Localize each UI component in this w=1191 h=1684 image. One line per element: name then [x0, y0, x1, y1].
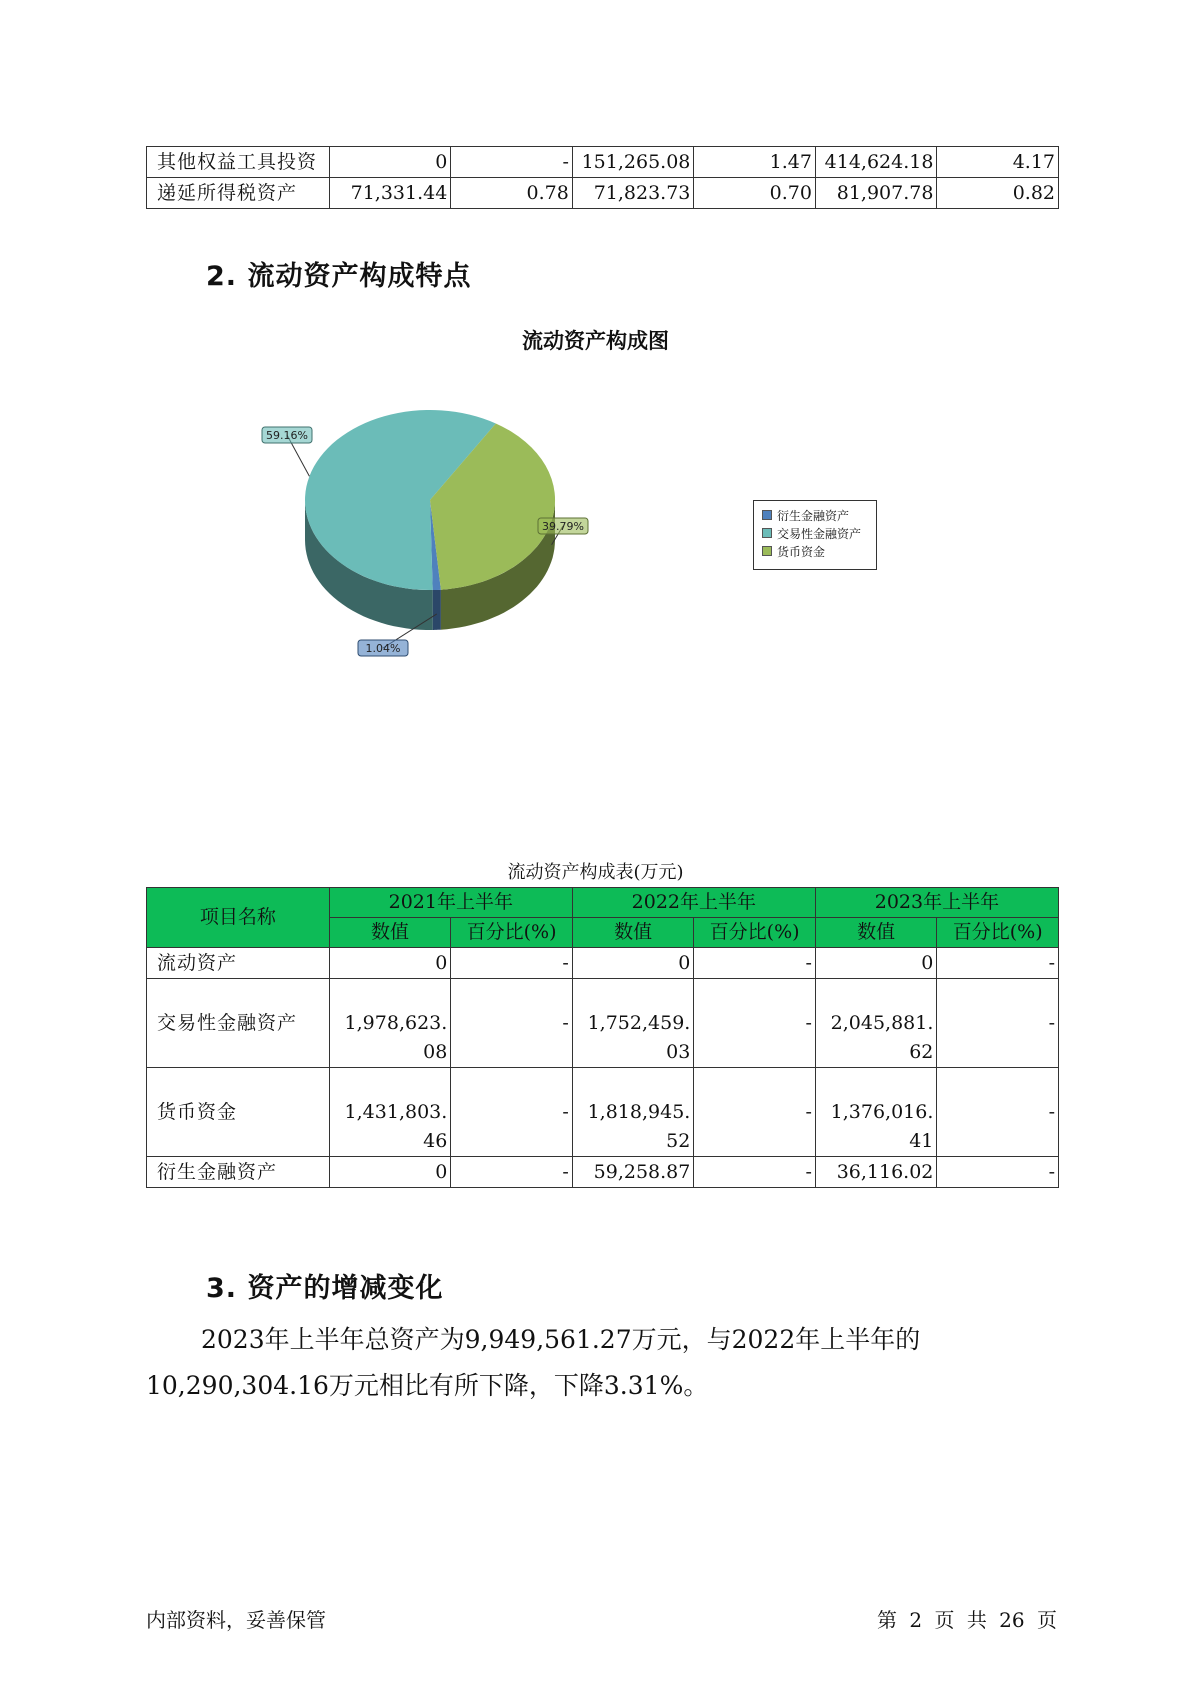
- legend-label: 交易性金融资产: [777, 526, 862, 541]
- table-row: [147, 147, 1059, 178]
- percent-cell: -: [451, 979, 573, 1068]
- value-cell: [329, 979, 451, 1068]
- subheader-value: 数值: [815, 918, 937, 948]
- subheader-percent: 百分比(%): [937, 918, 1059, 948]
- value-text: 1,376,016.41: [830, 1101, 934, 1152]
- row-label: 衍生金融资产: [147, 1157, 330, 1188]
- percent-cell: -: [694, 1157, 816, 1188]
- legend-swatch: [762, 510, 772, 520]
- percent-cell: -: [937, 979, 1059, 1068]
- value-cell: 59,258.87: [572, 1157, 694, 1188]
- table-caption: 流动资产构成表(万元): [507, 862, 684, 883]
- percent-cell: -: [937, 948, 1059, 979]
- table-cell: 0: [329, 147, 451, 178]
- subheader-value: 数值: [572, 918, 694, 948]
- pie-chart: [240, 400, 660, 660]
- row-label: 流动资产: [147, 948, 330, 979]
- value-cell: [329, 1068, 451, 1157]
- data-label: 59.16%: [266, 429, 308, 442]
- table-cell: 4.17: [937, 147, 1059, 178]
- table-cell: 71,823.73: [572, 178, 694, 209]
- table-row: [147, 1157, 1059, 1188]
- value-cell: [572, 979, 694, 1068]
- section-3-heading: 3. 资产的增减变化: [206, 1273, 444, 1304]
- value-text: 2,045,881.62: [830, 1012, 934, 1063]
- row-label: 货币资金: [147, 1068, 330, 1157]
- chart-legend: [753, 500, 877, 570]
- value-cell: [815, 979, 937, 1068]
- table-cell: 0.82: [937, 178, 1059, 209]
- pie-slice-side: [433, 590, 441, 630]
- table-cell: 71,331.44: [329, 178, 451, 209]
- summary-paragraph: 2023年上半年总资产为9,949,561.27万元，与2022年上半年的10,290,304.16万元相比有所下降，下降3.31%。: [146, 1325, 921, 1400]
- table-cell: 0.78: [451, 178, 573, 209]
- percent-cell: -: [937, 1068, 1059, 1157]
- table-row: [147, 1068, 1059, 1157]
- table-cell: -: [451, 147, 573, 178]
- table-row: [147, 178, 1059, 209]
- legend-item: [762, 542, 876, 560]
- legend-swatch: [762, 546, 772, 556]
- table-cell: 414,624.18: [815, 147, 937, 178]
- header-item-name: 项目名称: [147, 888, 330, 948]
- value-text: 1,431,803.46: [344, 1101, 448, 1152]
- legend-item: [762, 506, 876, 524]
- footer-confidential-note: 内部资料，妥善保管: [146, 1608, 326, 1632]
- header-period-2021: 2021年上半年: [329, 888, 572, 918]
- legend-item: [762, 524, 876, 542]
- percent-cell: -: [694, 948, 816, 979]
- percent-cell: -: [451, 948, 573, 979]
- data-label: 1.04%: [365, 642, 401, 655]
- value-cell: [815, 1068, 937, 1157]
- table-cell: 1.47: [694, 147, 816, 178]
- row-label: 其他权益工具投资: [147, 147, 330, 178]
- footer-page-number: 第 2 页 共 26 页: [877, 1608, 1057, 1632]
- legend-label: 货币资金: [777, 544, 826, 559]
- value-text: 1,752,459.03: [587, 1012, 691, 1063]
- percent-cell: -: [694, 979, 816, 1068]
- legend-swatch: [762, 528, 772, 538]
- value-cell: 0: [815, 948, 937, 979]
- header-period-2023: 2023年上半年: [815, 888, 1058, 918]
- percent-cell: -: [451, 1157, 573, 1188]
- table-cell: 81,907.78: [815, 178, 937, 209]
- value-cell: 0: [572, 948, 694, 979]
- percent-cell: -: [694, 1068, 816, 1157]
- value-text: 1,818,945.52: [587, 1101, 691, 1152]
- value-cell: 36,116.02: [815, 1157, 937, 1188]
- value-cell: 0: [329, 948, 451, 979]
- table-cell: 0.70: [694, 178, 816, 209]
- table-cell: 151,265.08: [572, 147, 694, 178]
- value-cell: [572, 1068, 694, 1157]
- row-label: 递延所得税资产: [147, 178, 330, 209]
- legend-label: 衍生金融资产: [777, 508, 850, 523]
- subheader-value: 数值: [329, 918, 451, 948]
- subheader-percent: 百分比(%): [694, 918, 816, 948]
- percent-cell: -: [451, 1068, 573, 1157]
- table-row: [147, 979, 1059, 1068]
- value-cell: 0: [329, 1157, 451, 1188]
- chart-title: 流动资产构成图: [522, 329, 669, 353]
- value-text: 1,978,623.08: [344, 1012, 448, 1063]
- row-label: 交易性金融资产: [147, 979, 330, 1068]
- subheader-percent: 百分比(%): [451, 918, 573, 948]
- table-row: [147, 948, 1059, 979]
- section-2-heading: 2. 流动资产构成特点: [206, 261, 472, 292]
- percent-cell: -: [937, 1157, 1059, 1188]
- data-label: 39.79%: [542, 520, 584, 533]
- asset-table-continued: [146, 146, 1059, 209]
- header-period-2022: 2022年上半年: [572, 888, 815, 918]
- current-assets-table: [146, 887, 1059, 1188]
